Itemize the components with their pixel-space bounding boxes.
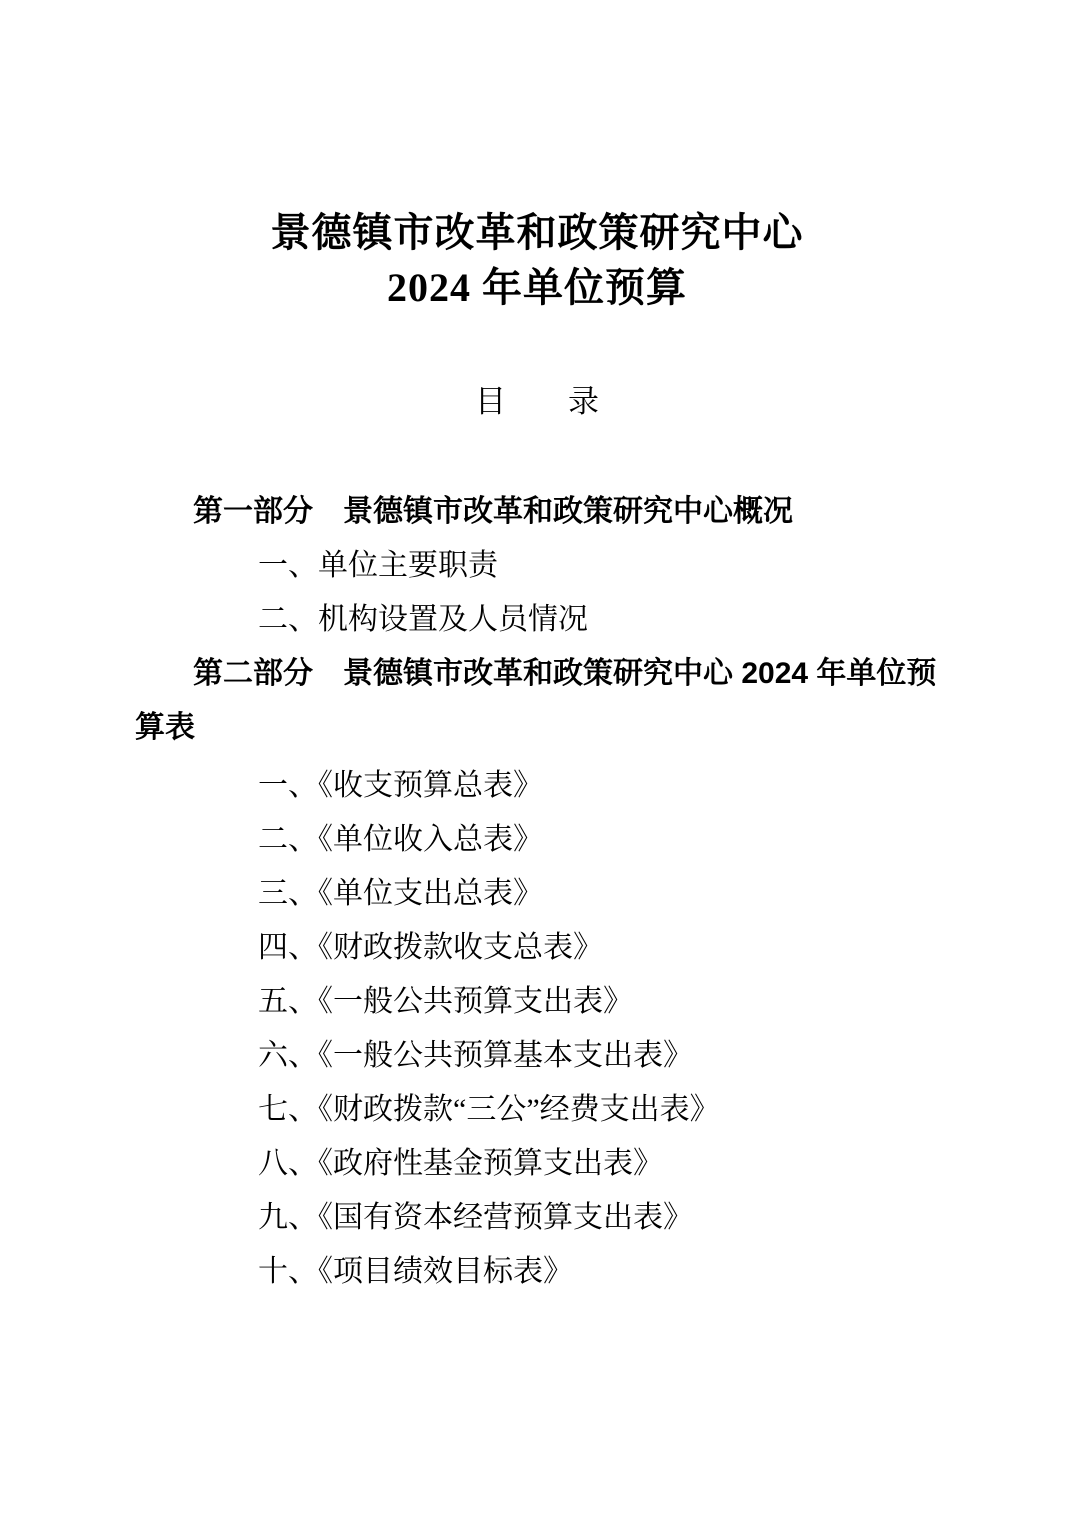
toc-item-part2-2: 二、《单位收入总表》 [258,823,543,856]
toc-item-part2-7: 七、《财政拨款“三公”经费支出表》 [258,1093,720,1126]
toc-item-part2-9: 九、《国有资本经营预算支出表》 [258,1201,693,1234]
toc-item-part1-2: 二、机构设置及人员情况 [258,603,588,636]
part2-item-list [135,759,939,1299]
toc-item-part2-6: 六、《一般公共预算基本支出表》 [258,1039,693,1072]
toc-item-part2-1: 一、《收支预算总表》 [258,769,543,802]
document-title-line2: 2024 年单位预算 [387,265,687,310]
part1-heading: 第一部分 景德镇市改革和政策研究中心概况 [193,495,793,528]
toc-item-part2-3: 三、《单位支出总表》 [258,877,543,910]
toc-item-part2-5: 五、《一般公共预算支出表》 [258,985,633,1018]
toc-item-part2-8: 八、《政府性基金预算支出表》 [258,1147,663,1180]
document-title-line1: 景德镇市改革和政策研究中心 [270,210,804,255]
part2-heading: 第二部分 景德镇市改革和政策研究中心 2024 年单位预算表 [135,657,937,744]
toc-item-part2-4: 四、《财政拨款收支总表》 [258,931,603,964]
toc-item-part2-10: 十、《项目绩效目标表》 [258,1255,573,1288]
toc-heading: 目 录 [475,384,599,419]
document-title [135,205,939,315]
toc-item-part1-1: 一、单位主要职责 [258,549,498,582]
part1-item-list [135,539,939,647]
